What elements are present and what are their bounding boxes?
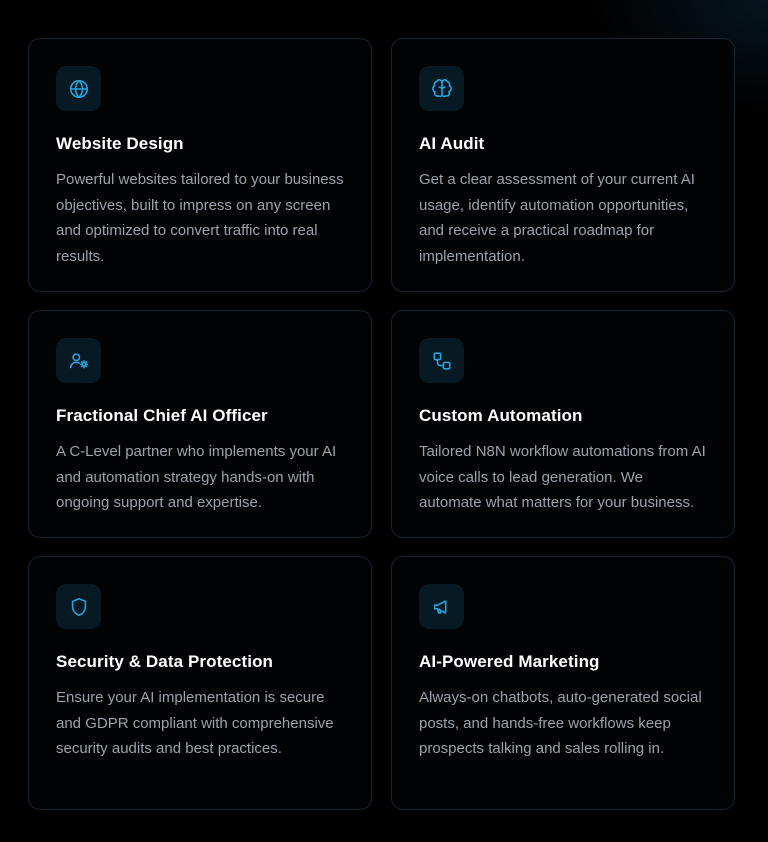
service-description: Ensure your AI implementation is secure and GDPR compliant with comprehensive security audits and best practices. (56, 689, 334, 757)
icon-container (419, 66, 464, 111)
icon-container (419, 338, 464, 383)
workflow-icon (431, 350, 453, 372)
globe-icon (68, 78, 90, 100)
user-gear-icon (68, 350, 90, 372)
service-title: Custom Automation (419, 406, 583, 425)
shield-icon (68, 596, 90, 618)
brain-icon (431, 78, 453, 100)
service-title: Security & Data Protection (56, 652, 274, 671)
service-description: A C-Level partner who implements your AI and automation strategy hands-on with ongoing support and expertise. (56, 443, 337, 511)
service-card-security[interactable] (28, 556, 372, 810)
service-description: Always-on chatbots, auto-generated social posts, and hands-free workflows keep prospects talking and sales rolling in. (419, 689, 702, 757)
service-card-website-design[interactable] (28, 38, 372, 292)
service-card-fractional-caio[interactable] (28, 310, 372, 538)
service-title: AI-Powered Marketing (419, 652, 600, 671)
icon-container (56, 338, 101, 383)
service-title: Fractional Chief AI Officer (56, 406, 268, 425)
service-title: Website Design (56, 134, 184, 153)
service-card-ai-audit[interactable] (391, 38, 735, 292)
icon-container (56, 584, 101, 629)
service-description: Powerful websites tailored to your business objectives, built to impress on any screen and optimized to convert traffic into real results. (56, 171, 344, 265)
service-card-ai-marketing[interactable] (391, 556, 735, 810)
icon-container (56, 66, 101, 111)
service-card-custom-automation[interactable] (391, 310, 735, 538)
services-grid (28, 38, 736, 810)
icon-container (419, 584, 464, 629)
service-description: Get a clear assessment of your current AI usage, identify automation opportunities, and receive a practical roadmap for implementation. (419, 171, 695, 265)
megaphone-icon (431, 596, 453, 618)
service-title: AI Audit (419, 134, 485, 153)
service-description: Tailored N8N workflow automations from AI voice calls to lead generation. We automate what matters for your business. (419, 443, 706, 511)
